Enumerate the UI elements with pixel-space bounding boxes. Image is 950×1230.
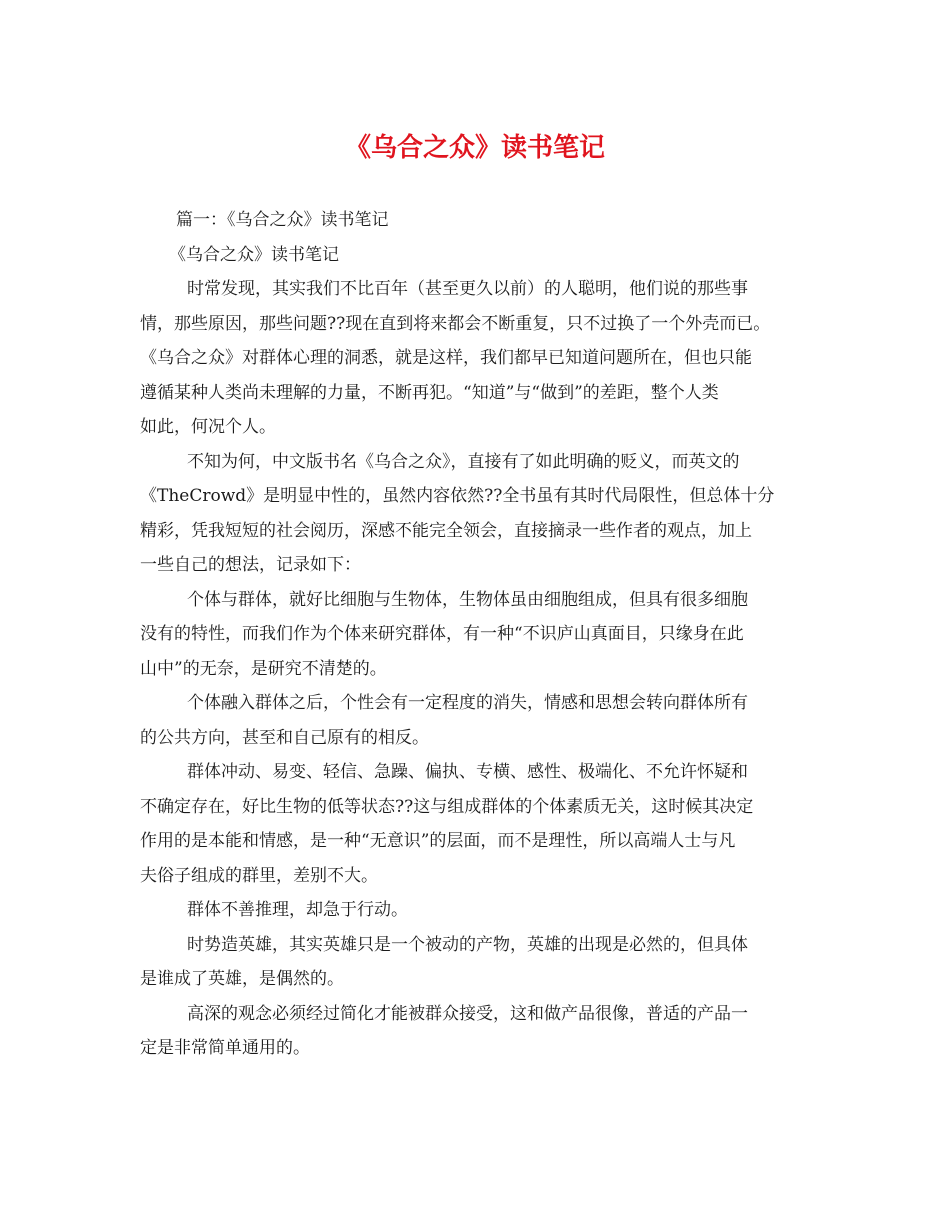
paragraph-line: 高深的观念必须经过简化才能被群众接受，这和做产品很像，普适的产品一 (187, 1003, 748, 1024)
paragraph-line: 《TheCrowd》是明显中性的，虽然内容依然??全书虽有其时代局限性，但总体十分 (140, 486, 775, 506)
paragraph-line: 不确定存在，好比生物的低等状态??这与组成群体的个体素质无关，这时候其决定 (140, 796, 754, 817)
paragraph-line: 《乌合之众》对群体心理的洞悉，就是这样，我们都早已知道问题所在，但也只能 (140, 348, 752, 368)
paragraph-2 (140, 445, 812, 583)
paragraph-5 (140, 755, 812, 893)
paragraph-line: 山中”的无奈，是研究不清楚的。 (140, 658, 387, 679)
paragraph-6 (140, 893, 812, 928)
paragraph-1 (140, 272, 812, 445)
paragraph-8 (140, 997, 812, 1066)
paragraph-line: 群体冲动、易变、轻信、急躁、偏执、专横、感性、极端化、不允许怀疑和 (187, 762, 748, 782)
paragraph-line: 没有的特性，而我们作为个体来研究群体，有一种“不识庐山真面目，只缘身在此 (140, 624, 744, 644)
paragraph-line: 时势造英雄，其实英雄只是一个被动的产物，英雄的出现是必然的，但具体 (187, 934, 748, 955)
paragraph-7 (140, 928, 812, 997)
paragraph-line: 遵循某种人类尚未理解的力量，不断再犯。“知道”与“做到”的差距，整个人类 (140, 382, 719, 403)
paragraph-line: 作用的是本能和情感，是一种“无意识”的层面，而不是理性，所以高端人士与凡 (140, 831, 736, 851)
sub-heading: 《乌合之众》读书笔记 (169, 244, 339, 265)
paragraph-line: 夫俗子组成的群里，差别不大。 (140, 865, 378, 886)
paragraph-line: 个体与群体，就好比细胞与生物体，生物体虽由细胞组成，但具有很多细胞 (187, 589, 748, 610)
paragraph-line: 时常发现，其实我们不比百年（甚至更久以前）的人聪明，他们说的那些事 (187, 279, 748, 299)
document-title: 《乌合之众》读书笔记 (344, 133, 605, 163)
paragraph-line: 精彩，凭我短短的社会阅历，深感不能完全领会，直接摘录一些作者的观点，加上 (140, 520, 752, 541)
paragraph-line: 情，那些原因，那些问题??现在直到将来都会不断重复，只不过换了一个外壳而已。 (140, 313, 771, 334)
paragraph-line: 是谁成了英雄，是偶然的。 (140, 969, 344, 989)
paragraph-line: 的公共方向，甚至和自己原有的相反。 (140, 727, 429, 748)
paragraph-line: 群体不善推理，却急于行动。 (187, 900, 408, 920)
paragraph-line: 如此，何况个人。 (140, 417, 276, 437)
paragraph-line: 定是非常简单通用的。 (140, 1038, 310, 1058)
section-heading: 篇一：《乌合之众》读书笔记 (176, 210, 389, 230)
paragraph-3 (140, 583, 812, 687)
paragraph-4 (140, 686, 812, 755)
document-body (140, 203, 812, 1066)
paragraph-line: 个体融入群体之后，个性会有一定程度的消失，情感和思想会转向群体所有 (187, 693, 748, 713)
paragraph-line: 一些自己的想法，记录如下： (140, 555, 361, 575)
paragraph-line: 不知为何，中文版书名《乌合之众》，直接有了如此明确的贬义，而英文的 (187, 451, 740, 472)
